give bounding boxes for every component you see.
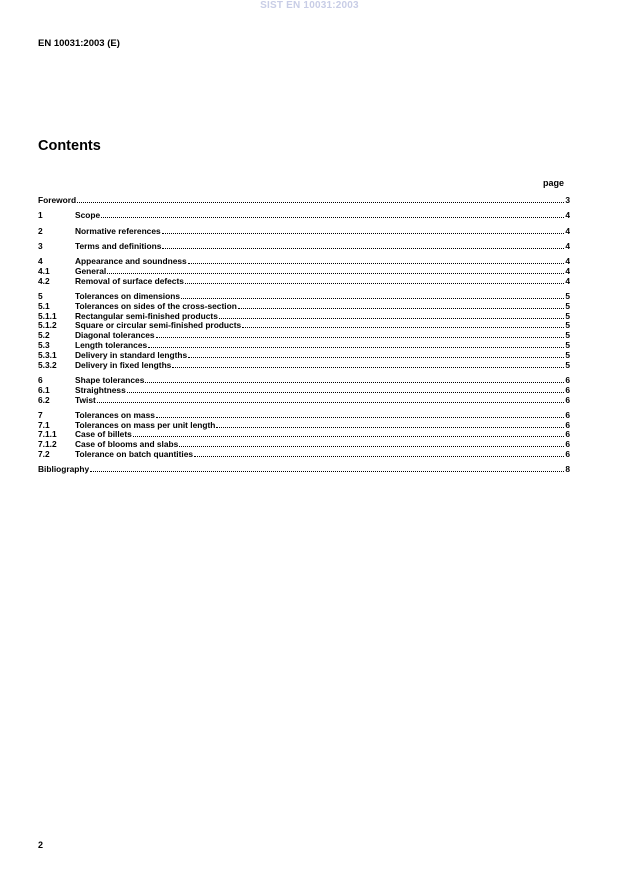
toc-dot-leader [162,241,564,249]
toc-entry-page: 6 [565,409,570,420]
toc-dot-leader [77,195,564,203]
toc-entry[interactable] [38,449,570,459]
toc-dot-leader [216,420,564,428]
toc-dot-leader [97,395,565,403]
toc-entry-title: Tolerances on mass [75,409,155,420]
toc-entry-page: 5 [565,320,570,331]
toc-entry-page: 5 [565,291,570,302]
toc-entry-number: 4.1 [38,265,50,276]
page-column-header: page [543,178,565,188]
toc-entry-page: 8 [565,464,570,475]
toc-entry[interactable] [38,311,570,321]
toc-dot-leader [101,210,564,218]
page-number: 2 [38,840,44,850]
toc-entry-page: 4 [565,275,570,286]
toc-entry-page: 6 [565,374,570,385]
toc-entry-number: 7 [38,409,43,420]
toc-dot-leader [148,340,564,348]
toc-entry-title: Delivery in standard lengths [75,349,188,360]
toc-entry[interactable] [38,276,570,286]
toc-entry-title: Square or circular semi-finished products [75,320,242,331]
toc-entry[interactable] [38,340,570,350]
toc-entry[interactable] [38,291,570,301]
toc-entry-page: 6 [565,394,570,405]
toc-entry[interactable] [38,195,570,205]
toc-entry-page: 4 [565,225,570,236]
toc-entry[interactable] [38,350,570,360]
contents-heading: Contents [38,138,101,154]
toc-entry-title: Normative references [75,225,161,236]
toc-entry-number: 5.1 [38,300,50,311]
toc-entry-page: 5 [565,340,570,351]
toc-entry-page: 5 [565,310,570,321]
toc-dot-leader [172,360,564,368]
toc-entry-title: Straightness [75,384,126,395]
watermark: SIST EN 10031:2003 [260,0,359,11]
toc-entry-title: Length tolerances [75,340,148,351]
toc-entry-number: 6.1 [38,384,50,395]
toc-entry[interactable] [38,241,570,251]
toc-entry-page: 6 [565,429,570,440]
toc-entry-number: 5.3.2 [38,359,57,370]
toc-dot-leader [242,320,564,328]
toc-dot-leader [162,226,565,234]
toc-group [38,226,570,236]
toc-entry-number: 1 [38,210,43,221]
toc-entry-title: Case of billets [75,429,132,440]
toc-entry-page: 4 [565,210,570,221]
toc-entry-page: 6 [565,449,570,460]
toc-entry[interactable] [38,439,570,449]
toc-dot-leader [179,439,564,447]
toc-group [38,464,570,474]
toc-entry[interactable] [38,256,570,266]
toc-entry[interactable] [38,266,570,276]
toc-entry-page: 5 [565,330,570,341]
toc-entry-number: 6 [38,374,43,385]
toc-group [38,241,570,251]
toc-entry-number: 5 [38,291,43,302]
toc-entry-title: Scope [75,210,101,221]
toc-entry[interactable] [38,210,570,220]
toc-entry-title: Shape tolerances [75,374,145,385]
toc-entry-title: Tolerance on batch quantities [75,449,194,460]
toc-entry-number: 7.1.1 [38,429,57,440]
toc-dot-leader [156,410,564,418]
toc-entry[interactable] [38,410,570,420]
document-identifier: EN 10031:2003 (E) [38,38,120,49]
toc-dot-leader [219,311,564,319]
toc-entry-number: 7.1 [38,419,50,430]
toc-entry-number: 2 [38,225,43,236]
toc-dot-leader [188,350,564,358]
toc-entry[interactable] [38,420,570,430]
toc-entry-title: Delivery in fixed lengths [75,359,172,370]
toc-group [38,210,570,220]
toc-entry[interactable] [38,395,570,405]
toc-group [38,375,570,404]
toc-entry-page: 3 [565,195,570,205]
toc-entry-number: 5.3.1 [38,349,57,360]
toc-group [38,410,570,459]
toc-entry-number: 3 [38,240,43,251]
toc-entry[interactable] [38,330,570,340]
toc-entry-number: 4 [38,256,43,267]
toc-dot-leader [188,256,565,264]
toc-entry-number: 4.2 [38,275,50,286]
toc-entry-number: 5.1.1 [38,310,57,321]
toc-entry-page: 4 [565,256,570,267]
toc-entry-number: 7.2 [38,449,50,460]
toc-dot-leader [90,464,564,472]
table-of-contents [38,195,570,480]
toc-entry-title: Appearance and soundness [75,256,187,267]
toc-entry-number: 5.1.2 [38,320,57,331]
toc-entry-page: 5 [565,349,570,360]
toc-entry[interactable] [38,226,570,236]
toc-entry-title: Twist [75,394,96,405]
toc-entry[interactable] [38,375,570,385]
toc-entry-number: 7.1.2 [38,439,57,450]
toc-entry[interactable] [38,429,570,439]
toc-entry[interactable] [38,385,570,395]
toc-entry-number: 6.2 [38,394,50,405]
toc-entry-title: Foreword [38,195,77,205]
toc-entry[interactable] [38,320,570,330]
toc-dot-leader [145,375,564,383]
toc-entry-page: 4 [565,265,570,276]
toc-entry[interactable] [38,301,570,311]
toc-entry-page: 6 [565,384,570,395]
toc-dot-leader [156,330,565,338]
toc-entry-page: 6 [565,419,570,430]
toc-entry-page: 6 [565,439,570,450]
toc-entry-title: Bibliography [38,464,90,475]
toc-entry-title: Case of blooms and slabs [75,439,179,450]
toc-entry-page: 5 [565,359,570,370]
toc-entry-title: Removal of surface defects [75,275,184,286]
toc-entry[interactable] [38,360,570,370]
toc-entry-number: 5.2 [38,330,50,341]
toc-group [38,256,570,285]
toc-dot-leader [127,385,565,393]
toc-dot-leader [185,276,564,284]
toc-dot-leader [107,266,564,274]
toc-entry-number: 5.3 [38,340,50,351]
toc-entry-page: 5 [565,300,570,311]
toc-group [38,291,570,369]
toc-dot-leader [133,429,565,437]
toc-entry-title: General [75,265,107,276]
toc-group [38,195,570,205]
toc-entry-title: Diagonal tolerances [75,330,155,341]
toc-entry-title: Terms and definitions [75,240,162,251]
toc-dot-leader [181,291,564,299]
toc-dot-leader [194,449,564,457]
toc-dot-leader [238,301,565,309]
toc-entry-title: Tolerances on sides of the cross-section [75,300,237,311]
toc-entry-title: Rectangular semi-finished products [75,310,218,321]
toc-entry[interactable] [38,464,570,474]
toc-entry-page: 4 [565,240,570,251]
toc-entry-title: Tolerances on dimensions [75,291,181,302]
toc-entry-title: Tolerances on mass per unit length [75,419,216,430]
